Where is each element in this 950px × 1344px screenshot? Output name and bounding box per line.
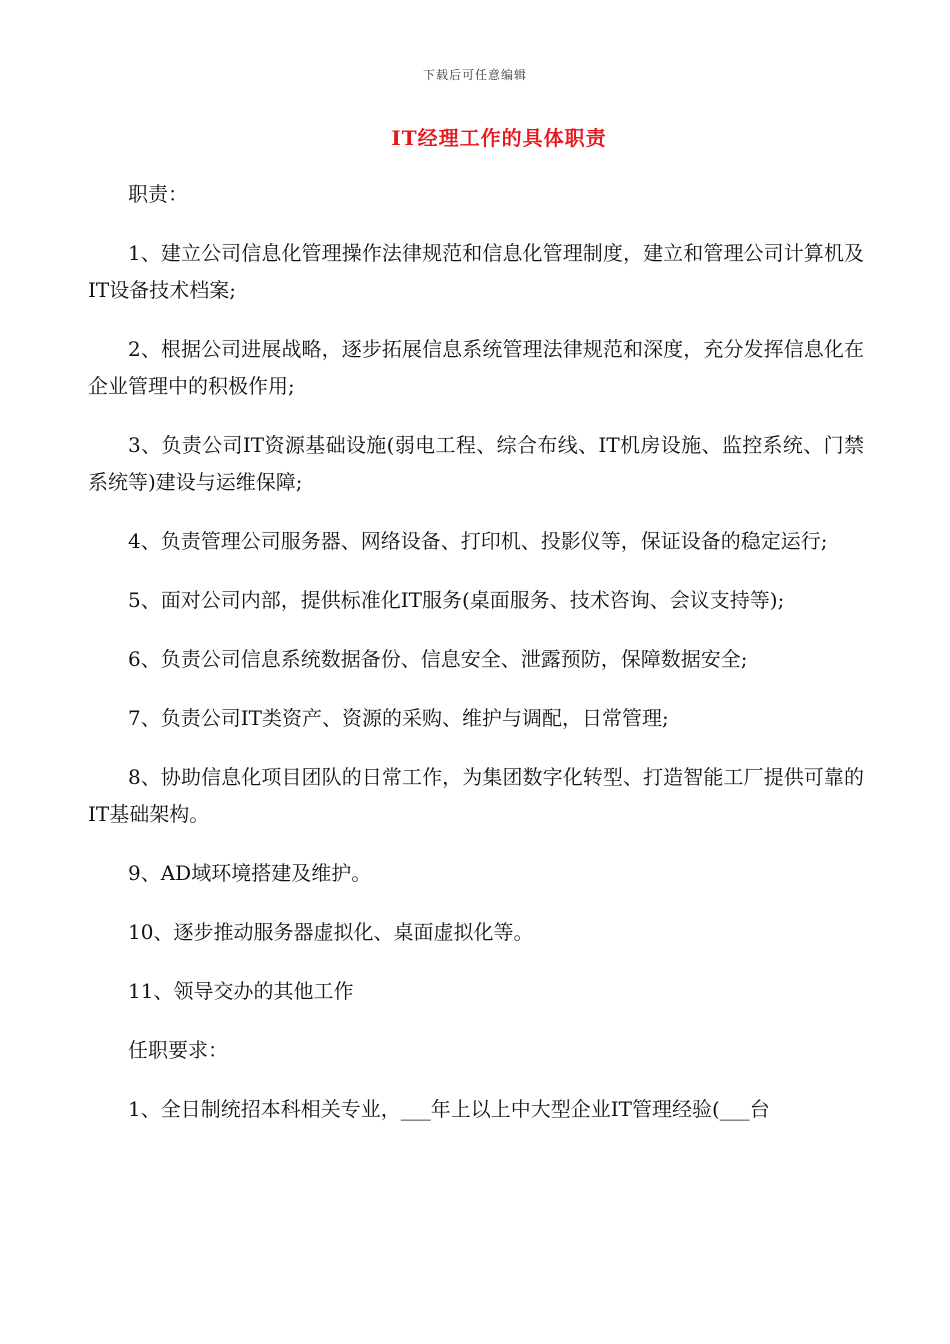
duty-item: 10、逐步推动服务器虚拟化、桌面虚拟化等。	[128, 920, 534, 944]
duty-item: 4、负责管理公司服务器、网络设备、打印机、投影仪等，保证设备的稳定运行;	[128, 529, 828, 553]
header-note: 下载后可任意编辑	[422, 68, 527, 82]
duty-item: 8、协助信息化项目团队的日常工作，为集团数字化转型、打造智能工厂提供可靠的IT基础架构。	[88, 765, 864, 826]
duties-heading: 职责：	[128, 182, 188, 206]
duty-item: 6、负责公司信息系统数据备份、信息安全、泄露预防，保障数据安全;	[128, 647, 748, 671]
duty-item: 7、负责公司IT类资产、资源的采购、维护与调配，日常管理;	[128, 706, 669, 730]
requirements-heading: 任职要求：	[128, 1038, 228, 1062]
duty-item: 5、面对公司内部，提供标准化IT服务(桌面服务、技术咨询、会议支持等);	[128, 588, 785, 612]
requirement-item: 1、全日制统招本科相关专业，___年上以上中大型企业IT管理经验(___台	[128, 1097, 770, 1121]
duty-item: 2、根据公司进展战略，逐步拓展信息系统管理法律规范和深度，充分发挥信息化在企业管理中的积极作用;	[88, 337, 864, 398]
document-title: IT经理工作的具体职责	[391, 126, 607, 150]
duty-item: 1、建立公司信息化管理操作法律规范和信息化管理制度，建立和管理公司计算机及IT设备技术档案;	[88, 241, 864, 302]
document-body	[88, 176, 864, 1150]
duty-item: 9、AD域环境搭建及维护。	[128, 861, 372, 885]
duty-item: 11、领导交办的其他工作	[128, 979, 354, 1003]
duty-item: 3、负责公司IT资源基础设施(弱电工程、综合布线、IT机房设施、监控系统、门禁系统等)建设与运维保障;	[88, 433, 864, 494]
